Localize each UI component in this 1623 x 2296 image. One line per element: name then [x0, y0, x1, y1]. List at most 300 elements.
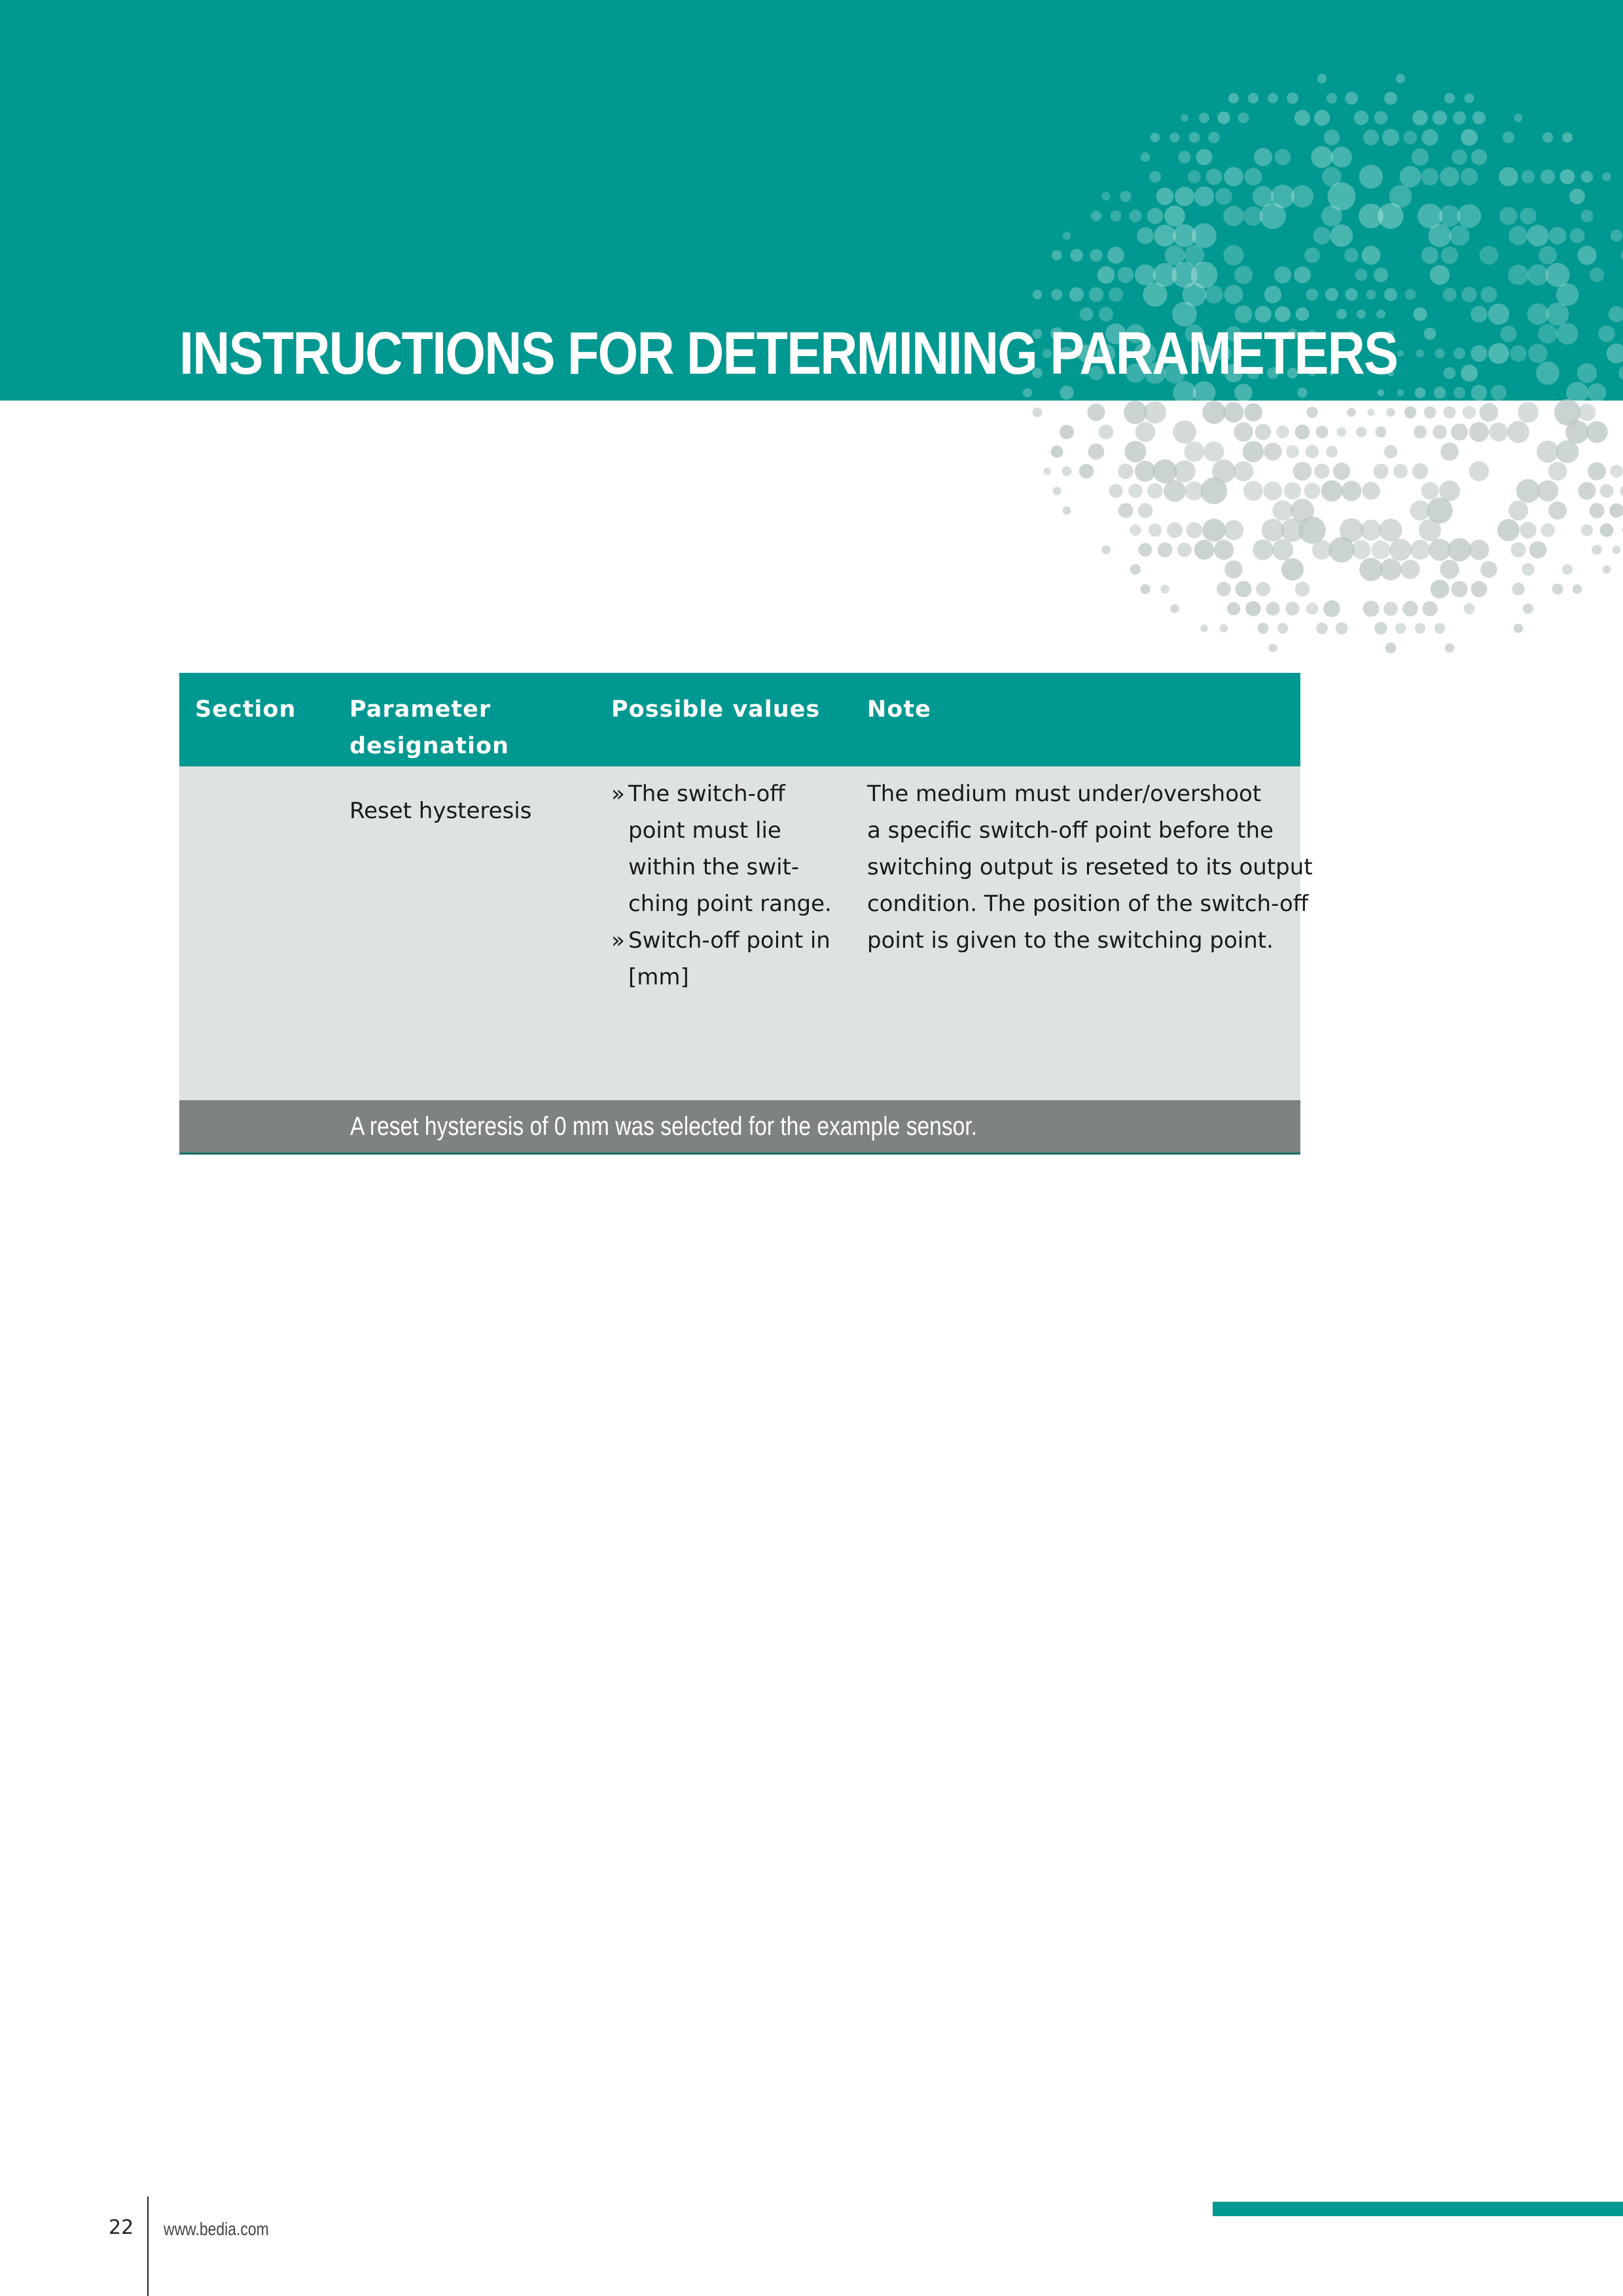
decorative-dot [1620, 249, 1623, 260]
decorative-dot [1147, 483, 1163, 499]
decorative-dot [1128, 484, 1143, 498]
decorative-dot [1556, 283, 1579, 306]
decorative-dot [1402, 601, 1418, 617]
decorative-dot [1362, 246, 1381, 265]
decorative-dot [1224, 520, 1244, 541]
decorative-dot [1359, 558, 1383, 581]
column-header-note: Note [867, 696, 931, 723]
decorative-dot [1196, 149, 1213, 166]
decorative-dot [1033, 408, 1042, 417]
decorative-dot [1435, 623, 1445, 634]
decorative-dot [1101, 545, 1111, 554]
decorative-dot [1434, 387, 1446, 399]
decorative-dot [1089, 287, 1104, 302]
decorative-dot [1307, 407, 1318, 418]
decorative-dot [1206, 169, 1222, 185]
decorative-dot [1153, 459, 1177, 484]
cell-parameter-designation: Reset hysteresis [349, 798, 532, 824]
decorative-dot [1060, 425, 1074, 439]
decorative-dot [1384, 288, 1397, 301]
decorative-dot [1189, 132, 1200, 143]
decorative-dot [1592, 545, 1602, 555]
decorative-dot [1385, 643, 1397, 654]
decorative-dot [1461, 287, 1477, 302]
decorative-dot [1129, 209, 1141, 222]
decorative-dot [1491, 385, 1507, 401]
decorative-dot [1522, 170, 1535, 183]
decorative-dot [1376, 310, 1385, 319]
decorative-dot [1453, 111, 1466, 124]
decorative-dot [1234, 266, 1253, 284]
decorative-dot [1404, 131, 1418, 145]
decorative-dot [1378, 203, 1403, 228]
decorative-dot [1511, 543, 1526, 558]
decorative-dot [1384, 445, 1397, 458]
decorative-dot [1609, 306, 1623, 323]
decorative-dot [1264, 442, 1282, 461]
column-header-section: Section [195, 696, 296, 723]
decorative-dot [1245, 601, 1260, 616]
decorative-dot [1345, 92, 1358, 105]
decorative-dot [1138, 503, 1153, 518]
decorative-dot [1429, 539, 1451, 561]
decorative-dot [1275, 149, 1291, 166]
decorative-dot [1306, 445, 1319, 458]
decorative-dot [1424, 406, 1436, 419]
decorative-dot [1274, 266, 1291, 283]
decorative-dot [1181, 114, 1188, 122]
decorative-dot [1149, 524, 1162, 537]
decorative-dot [1471, 385, 1488, 401]
decorative-dot [1173, 420, 1196, 444]
decorative-dot [1440, 560, 1459, 579]
decorative-dot [1541, 170, 1555, 184]
decorative-dot [1202, 401, 1225, 423]
decorative-dot [1366, 289, 1376, 299]
decorative-dot [1321, 480, 1343, 502]
decorative-dot [1363, 601, 1380, 617]
decorative-dot [1536, 361, 1560, 385]
decorative-dot [1577, 363, 1597, 383]
decorative-dot [1204, 442, 1224, 462]
decorative-dot [1063, 507, 1071, 515]
decorative-dot [1304, 483, 1321, 499]
decorative-dot [1173, 460, 1196, 482]
decorative-dot [1281, 558, 1304, 581]
decorative-dot [1520, 522, 1536, 538]
decorative-dot [1254, 148, 1272, 166]
decorative-dot [1557, 323, 1578, 345]
decorative-dot [1357, 310, 1366, 319]
decorative-dot [1051, 446, 1063, 458]
decorative-dot [1611, 230, 1622, 242]
decorative-dot [1359, 165, 1383, 189]
decorative-dot [1224, 403, 1244, 423]
decorative-dot [1192, 223, 1217, 248]
decorative-dot [1607, 344, 1623, 363]
decorative-dot [1556, 440, 1579, 463]
decorative-dot [1452, 581, 1468, 598]
decorative-dot [1581, 171, 1593, 183]
decorative-dot [1124, 401, 1147, 424]
decorative-dot [1317, 74, 1327, 83]
value-text: The switch-off point must lie within the swit- ching point range. [628, 781, 832, 917]
decorative-dot [1609, 503, 1623, 518]
decorative-dot [1284, 482, 1302, 500]
decorative-dot [1397, 350, 1404, 357]
decorative-dot [1444, 406, 1456, 419]
decorative-dot [1130, 564, 1141, 575]
decorative-dot [1565, 420, 1589, 444]
decorative-dot [1063, 232, 1071, 240]
note-line: condition. The position of the switch-off [867, 891, 1309, 917]
decorative-dot [1344, 248, 1359, 262]
decorative-dot [1580, 209, 1593, 222]
decorative-dot [1327, 93, 1338, 104]
decorative-dot [1415, 387, 1426, 399]
decorative-dot [1285, 601, 1299, 615]
decorative-dot [1258, 623, 1269, 634]
decorative-dot [1393, 464, 1408, 478]
decorative-dot [1336, 309, 1347, 319]
decorative-dot [1431, 580, 1450, 599]
decorative-dot [1516, 479, 1540, 503]
decorative-dot [1201, 478, 1228, 505]
decorative-dot [1023, 388, 1032, 397]
decorative-dot [1220, 624, 1228, 633]
column-header-parameter-line1: Parameter [349, 696, 491, 723]
decorative-dot [1528, 344, 1548, 363]
decorative-dot [1337, 427, 1347, 437]
decorative-dot [1298, 516, 1326, 544]
decorative-dot [1331, 147, 1352, 168]
decorative-dot [1228, 93, 1239, 103]
decorative-dot [1382, 129, 1399, 146]
decorative-dot [1238, 113, 1249, 124]
decorative-dot [1088, 404, 1105, 422]
decorative-dot [1245, 168, 1262, 186]
decorative-dot [1397, 389, 1404, 397]
decorative-dot [1324, 130, 1340, 145]
decorative-dot [1194, 540, 1214, 560]
decorative-dot [1118, 267, 1134, 283]
bullet-glyph: » [611, 781, 625, 807]
decorative-dot [1573, 584, 1582, 594]
footer-accent-bar [1213, 2202, 1623, 2216]
decorative-dot [1329, 537, 1354, 562]
decorative-dot [1156, 188, 1174, 206]
decorative-dot [1109, 287, 1123, 302]
decorative-dot [1508, 501, 1528, 520]
decorative-dot [1186, 522, 1203, 539]
decorative-dot [1224, 285, 1243, 304]
decorative-dot [1471, 345, 1487, 361]
decorative-dot [1374, 268, 1388, 282]
decorative-dot [1200, 624, 1207, 632]
note-line: point is given to the switching point. [867, 927, 1274, 954]
decorative-dot [1325, 288, 1338, 301]
decorative-dot [1424, 328, 1436, 340]
page-title: INSTRUCTIONS FOR DETERMINING PARAMETERS [179, 320, 1398, 387]
decorative-dot [1448, 538, 1471, 562]
decorative-dot [1529, 541, 1546, 558]
decorative-dot [1294, 110, 1310, 126]
decorative-dot [1109, 484, 1122, 497]
decorative-dot [1143, 282, 1167, 306]
decorative-dot [1541, 523, 1554, 537]
decorative-dot [1422, 601, 1437, 616]
decorative-dot [1101, 192, 1110, 200]
decorative-dot [1147, 208, 1164, 224]
decorative-dot [1311, 146, 1332, 168]
decorative-dot [1175, 187, 1194, 206]
decorative-dot [1374, 111, 1388, 125]
decorative-dot [1185, 442, 1205, 462]
decorative-dot [1378, 389, 1385, 397]
decorative-dot [1562, 132, 1573, 143]
decorative-dot [1618, 365, 1623, 381]
decorative-dot [1464, 603, 1475, 615]
decorative-dot [1215, 188, 1232, 205]
decorative-dot [1384, 92, 1397, 105]
decorative-dot [1454, 348, 1465, 359]
decorative-dot [1444, 93, 1455, 103]
decorative-dot [1389, 539, 1412, 561]
decorative-dot [1295, 582, 1310, 597]
table-footnote-row [179, 1100, 1300, 1155]
table-header-row [179, 673, 1300, 766]
decorative-dot [1321, 206, 1342, 226]
decorative-dot [1361, 520, 1382, 541]
decorative-dot [1125, 441, 1147, 463]
decorative-dot [1316, 426, 1329, 439]
footer-divider [147, 2197, 149, 2296]
decorative-dot [1508, 264, 1528, 285]
decorative-dot [1141, 152, 1150, 162]
decorative-dot [1600, 524, 1614, 537]
decorative-dot [1435, 348, 1444, 358]
decorative-dot [1471, 581, 1488, 598]
decorative-dot [1433, 111, 1447, 125]
decorative-dot [1165, 245, 1185, 266]
decorative-dot [1433, 425, 1447, 439]
decorative-dot [1463, 406, 1476, 419]
decorative-dot [1297, 387, 1307, 397]
decorative-dot [1454, 387, 1465, 399]
decorative-dot [1314, 110, 1330, 126]
decorative-dot [1342, 481, 1362, 501]
page-number: 22 [109, 2216, 134, 2239]
decorative-dot [1499, 207, 1518, 225]
decorative-dot [1471, 306, 1488, 323]
decorative-dot [1444, 367, 1455, 379]
decorative-dot [1262, 519, 1285, 542]
decorative-dot [1255, 424, 1272, 440]
decorative-dot [1452, 149, 1467, 165]
decorative-dot [1316, 622, 1328, 634]
bullet-glyph: » [611, 927, 625, 954]
decorative-dot [1243, 441, 1264, 462]
decorative-dot [1450, 226, 1470, 246]
decorative-dot [1137, 227, 1154, 244]
decorative-dot [1345, 288, 1357, 300]
decorative-dot [1323, 600, 1340, 617]
decorative-dot [1400, 560, 1420, 579]
decorative-dot [1326, 446, 1338, 457]
decorative-dot [1234, 422, 1253, 441]
decorative-dot [1410, 540, 1430, 560]
decorative-dot [1374, 622, 1387, 635]
decorative-dot [1586, 421, 1607, 442]
decorative-dot [1499, 167, 1518, 186]
decorative-dot [1052, 250, 1062, 260]
decorative-dot [1149, 171, 1161, 183]
decorative-dot [1421, 247, 1438, 264]
decorative-dot [1111, 211, 1122, 222]
decorative-dot [1421, 482, 1439, 500]
decorative-dot [1306, 603, 1319, 615]
decorative-dot [1383, 601, 1398, 616]
decorative-dot [1351, 540, 1370, 559]
decorative-dot [1130, 524, 1141, 535]
decorative-dot [1428, 224, 1451, 247]
decorative-dot [1178, 151, 1190, 163]
decorative-dot [1396, 74, 1405, 83]
decorative-dot [1598, 325, 1614, 342]
decorative-dot [1202, 518, 1225, 541]
decorative-dot [1514, 113, 1522, 122]
decorative-dot [1548, 462, 1567, 481]
decorative-dot [1461, 129, 1478, 146]
decorative-dot [1135, 461, 1156, 482]
decorative-dot [1291, 185, 1313, 207]
decorative-dot [1395, 623, 1406, 634]
decorative-dot [1539, 246, 1557, 264]
decorative-dot [1441, 247, 1458, 264]
decorative-dot [1405, 289, 1416, 300]
decorative-dot [1465, 94, 1474, 103]
decorative-dot [1373, 463, 1388, 478]
decorative-dot [1404, 406, 1416, 418]
decorative-dot [1480, 246, 1499, 265]
decorative-dot [1380, 519, 1402, 542]
decorative-dot [1451, 423, 1468, 440]
decorative-dot [1522, 563, 1534, 575]
decorative-dot [1412, 149, 1429, 166]
decorative-dot [1118, 503, 1133, 518]
decorative-dot [1543, 132, 1553, 143]
decorative-dot [1194, 187, 1214, 206]
value-item [611, 922, 832, 996]
decorative-dot [1256, 582, 1270, 596]
decorative-dot [1347, 408, 1356, 417]
decorative-dot [1243, 481, 1263, 501]
decorative-dot [1469, 461, 1489, 481]
decorative-dot [1481, 287, 1497, 303]
decorative-dot [1508, 226, 1527, 245]
decorative-dot [1287, 92, 1298, 104]
decorative-dot [1140, 584, 1150, 594]
decorative-dot [1527, 224, 1548, 246]
decorative-dot [1537, 440, 1559, 463]
decorative-dot [1602, 172, 1611, 181]
decorative-dot [1333, 463, 1350, 480]
cell-possible-values [611, 776, 832, 996]
decorative-dot [1415, 623, 1425, 634]
decorative-dot [1164, 480, 1186, 502]
value-item [611, 776, 832, 922]
decorative-dot [1589, 503, 1604, 518]
decorative-dot [1421, 129, 1438, 145]
decorative-dot [1457, 204, 1481, 228]
decorative-dot [1069, 287, 1084, 302]
decorative-dot [1480, 403, 1499, 422]
decorative-dot [1236, 581, 1252, 598]
decorative-dot [1512, 583, 1524, 595]
decorative-dot [1144, 401, 1166, 423]
decorative-dot [1118, 463, 1133, 479]
decorative-dot [1503, 132, 1514, 143]
decorative-dot [1188, 170, 1201, 183]
decorative-dot [1217, 582, 1231, 596]
decorative-dot [1590, 268, 1604, 282]
decorative-dot [1286, 445, 1299, 458]
decorative-dot [1600, 484, 1614, 498]
decorative-dot [1414, 425, 1427, 439]
decorative-dot [1548, 501, 1567, 520]
decorative-dot [1268, 93, 1278, 103]
decorative-dot [1264, 482, 1283, 501]
decorative-dot [1362, 482, 1380, 499]
decorative-dot [1620, 485, 1623, 497]
decorative-dot [1523, 603, 1533, 614]
note-line: The medium must under/overshoot [867, 781, 1262, 807]
decorative-dot [1272, 500, 1293, 520]
decorative-dot [1314, 463, 1329, 478]
decorative-dot [1224, 560, 1243, 579]
decorative-dot [1354, 111, 1368, 125]
decorative-dot [1430, 265, 1450, 285]
decorative-dot [1581, 524, 1593, 536]
decorative-dot [1560, 170, 1575, 185]
decorative-dot [1107, 247, 1124, 264]
decorative-dot [1546, 303, 1569, 326]
decorative-dot [1367, 408, 1374, 416]
decorative-dot [1244, 403, 1262, 422]
value-text: Switch-off point in [mm] [628, 927, 830, 990]
decorative-dot [1577, 245, 1596, 264]
decorative-dot [1295, 425, 1310, 440]
decorative-dot [1552, 584, 1563, 595]
decorative-dot [1570, 228, 1585, 243]
decorative-dot [1356, 427, 1366, 437]
decorative-dot [1120, 190, 1131, 202]
decorative-dot [1227, 602, 1240, 615]
decorative-dot [1070, 249, 1083, 262]
decorative-dot [1260, 203, 1286, 229]
decorative-dot [1090, 249, 1103, 262]
decorative-dot [1380, 558, 1401, 580]
decorative-dot [1062, 467, 1072, 476]
decorative-dot [1033, 290, 1042, 299]
decorative-dot [1588, 462, 1606, 480]
decorative-dot [1167, 522, 1183, 538]
decorative-dot [1562, 564, 1573, 575]
decorative-dot [1461, 168, 1478, 185]
decorative-dot [1372, 541, 1391, 560]
decorative-dot [1248, 93, 1258, 103]
decorative-dot [1091, 211, 1101, 221]
